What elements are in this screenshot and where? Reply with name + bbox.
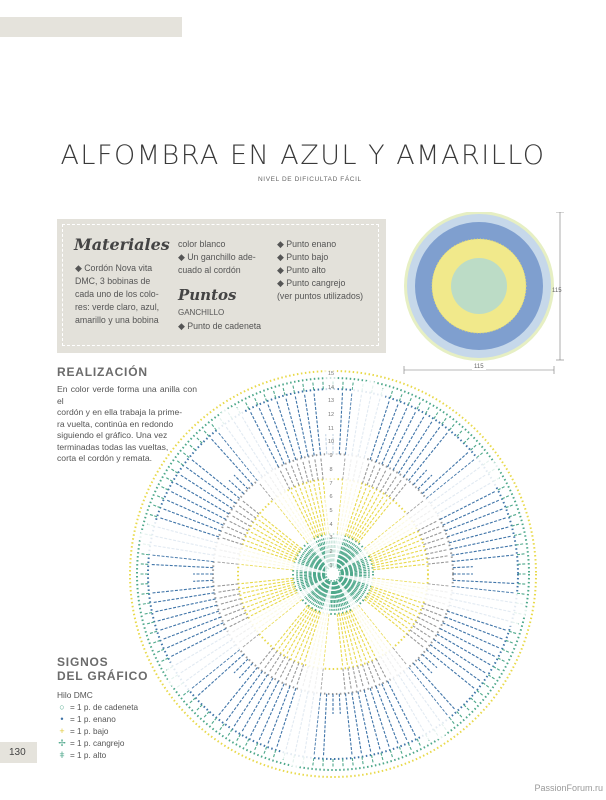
hilo-label: Hilo DMC: [57, 690, 93, 700]
stitch-mark: [264, 747, 267, 755]
stitch-mark: [372, 755, 374, 763]
row-number: 3: [325, 532, 337, 546]
stitch-mark: [157, 496, 164, 499]
row-number: 2: [325, 546, 337, 560]
stitch-mark: [171, 469, 178, 473]
stitch-mark: [204, 431, 209, 437]
difficulty-level: NIVEL DE DIFICULTAD FÁCIL: [258, 176, 362, 183]
stitch-mark: [388, 412, 416, 467]
stitch-mark: [398, 421, 432, 473]
stitch-mark: [385, 476, 397, 494]
stitch-mark: [410, 630, 428, 643]
realizacion-line: ra vuelta, continúa en redondo: [57, 418, 174, 429]
single-crochet-icon: +: [59, 726, 65, 736]
stitch-mark: [449, 424, 454, 430]
stitch-mark: [423, 538, 444, 545]
stitch-mark: [381, 473, 392, 492]
materials-line: cada uno de los colo-: [75, 289, 159, 299]
dimension-vertical: 115: [552, 288, 562, 294]
stitch-mark: [250, 681, 278, 736]
stitch-mark: [242, 500, 259, 514]
realizacion-line: corta el cordón y remata.: [57, 453, 153, 463]
stitch-mark: [337, 614, 342, 666]
stitch-mark: [219, 594, 241, 599]
stitch-mark: [264, 394, 267, 402]
stitch-mark: [434, 639, 486, 673]
stitch-mark: [407, 634, 424, 648]
stitch-mark: [464, 438, 470, 444]
stitch-mark: [315, 458, 318, 480]
row-number: 14: [325, 382, 337, 396]
stitch-mark: [197, 438, 203, 444]
stitch-mark: [226, 671, 263, 721]
stitch-mark: [309, 460, 314, 482]
materials-heading: Materiales: [74, 235, 170, 254]
stitch-mark: [259, 648, 273, 665]
stitch-mark: [426, 550, 448, 555]
stitch-mark: [234, 675, 268, 727]
stitch-mark: [190, 698, 196, 703]
stitch-mark: [381, 753, 383, 761]
stitch-mark: [269, 654, 281, 672]
page-title: ALFOMBRA EN AZUL Y AMARILLO: [60, 140, 546, 171]
stitch-mark: [393, 483, 407, 500]
stitch-mark: [509, 631, 517, 633]
stitch-mark: [506, 505, 514, 508]
stitch-mark: [149, 514, 157, 516]
stitch-mark: [153, 505, 161, 508]
stitch-mark: [264, 651, 277, 669]
chain-stitch-icon: ○: [59, 702, 65, 712]
stitch-mark: [147, 622, 155, 624]
stitch-mark: [245, 739, 249, 746]
stitch-mark: [228, 729, 232, 736]
materials-line: cuado al cordón: [178, 265, 241, 275]
stitch-mark: [321, 458, 323, 480]
stitch-mark: [348, 668, 351, 690]
materials-col1: [75, 262, 175, 327]
stitch-mark: [144, 613, 152, 615]
stitch-mark: [362, 757, 363, 765]
stitch-mark: [415, 622, 434, 633]
stitch-mark: [430, 645, 480, 682]
stitch-mark: [296, 574, 325, 576]
stitch-mark: [255, 743, 258, 750]
stitch-mark: [245, 402, 249, 409]
stitch-mark: [222, 603, 243, 610]
stitch-mark: [217, 589, 239, 592]
stitch-item: ◆ Punto bajo: [277, 252, 329, 262]
stitch-mark: [220, 599, 241, 605]
stitch-mark: [275, 656, 286, 675]
stitch-mark: [517, 554, 525, 555]
stitch-mark: [151, 565, 213, 568]
stitch-mark: [238, 505, 256, 518]
stitch-mark: [166, 478, 173, 482]
stitch-mark: [313, 382, 314, 390]
stitch-mark: [390, 390, 392, 398]
stitch-mark: [449, 527, 509, 543]
signos-heading-line: DEL GRÁFICO: [57, 669, 149, 683]
stitch-mark: [175, 483, 229, 514]
stitch-mark: [141, 593, 149, 594]
stitch-mark: [428, 562, 450, 564]
stitch-mark: [509, 514, 517, 516]
stitch-mark: [303, 383, 304, 391]
legend-item: [57, 702, 138, 713]
stitch-mark: [477, 690, 483, 695]
stitch-mark: [453, 580, 515, 583]
stitch-mark: [440, 629, 495, 657]
materials-line: color blanco: [178, 239, 226, 249]
materials-line: ◆ Cordón Nova vita: [75, 263, 153, 273]
rug-preview: [400, 212, 580, 382]
stitch-mark: [426, 407, 430, 414]
ring-green: [451, 258, 507, 314]
stitch-mark: [373, 564, 425, 569]
stitch-mark: [404, 427, 441, 477]
stitch-mark: [339, 694, 340, 714]
stitch-mark: [149, 631, 157, 633]
stitch-mark: [177, 461, 183, 466]
stitch-mark: [219, 667, 258, 715]
stitch-item: (ver puntos utilizados): [277, 291, 364, 301]
stitch-mark: [293, 385, 295, 393]
stitch-mark: [464, 705, 470, 711]
stitch-mark: [171, 491, 226, 519]
stitch-mark: [192, 460, 240, 499]
stitch-mark: [512, 524, 520, 526]
stitch-mark: [453, 567, 473, 568]
stitch-mark: [442, 418, 447, 424]
stitch-mark: [427, 556, 449, 559]
stitch-mark: [352, 758, 353, 766]
stitch-mark: [193, 580, 213, 581]
stitch-mark: [242, 578, 294, 583]
stitch-mark: [367, 596, 411, 624]
stitch-item: ◆ Punto enano: [277, 239, 337, 249]
stitch-mark: [362, 664, 369, 685]
realizacion-line: cordón y en ella trabaja la prime-: [57, 407, 183, 417]
signos-heading: [57, 655, 157, 683]
realizacion-line: En color verde forma una anilla con el: [57, 384, 197, 406]
stitch-mark: [471, 698, 477, 703]
stitch-mark: [161, 486, 168, 490]
dimension-horizontal: 115: [474, 364, 484, 370]
materials-col3: [277, 238, 382, 303]
row-number: 13: [325, 395, 337, 409]
stitch-mark: [212, 718, 217, 724]
stitch-mark: [142, 603, 150, 604]
materials-line: DMC, 3 bobinas de: [75, 276, 151, 286]
stitch-mark: [452, 555, 514, 562]
stitch-mark: [498, 658, 505, 662]
stitch-mark: [408, 398, 411, 405]
row-number: 4: [325, 519, 337, 533]
realizacion-line: terminadas todas las vueltas,: [57, 441, 169, 452]
stitch-mark: [408, 743, 411, 750]
stitch-mark: [273, 750, 275, 758]
stitch-mark: [393, 416, 424, 470]
row-number: 9: [325, 450, 337, 464]
row-number-column: [325, 368, 337, 573]
stitch-mark: [506, 640, 514, 643]
ganchillo-label: GANCHILLO: [178, 308, 225, 317]
stitch-mark: [242, 678, 273, 732]
stitch-mark: [333, 582, 335, 611]
legend-label: = 1 p. alto: [70, 751, 107, 760]
row-number: 6: [325, 491, 337, 505]
header-bar: [0, 17, 182, 37]
stitch-mark: [297, 463, 304, 484]
stitch-mark: [502, 649, 509, 652]
slip-stitch-icon: •: [60, 714, 64, 724]
watermark: PassionForum.ru: [534, 783, 603, 793]
materials-col2: [178, 238, 278, 277]
stitch-mark: [346, 693, 353, 755]
row-number: 1: [325, 560, 337, 574]
double-crochet-icon: ǂ: [59, 750, 65, 760]
materials-line: ◆ Un ganchillo ade-: [178, 252, 256, 262]
stitch-mark: [197, 705, 203, 711]
stitch-item: ◆ Punto cangrejo: [277, 278, 346, 288]
legend-label: = 1 p. enano: [70, 715, 116, 724]
stitch-mark: [514, 534, 522, 536]
stitch-mark: [286, 398, 302, 458]
row-number: 8: [325, 464, 337, 478]
stitch-mark: [358, 666, 364, 687]
page-number: 130: [9, 747, 26, 758]
stitch-mark: [161, 658, 168, 662]
stitch-mark: [343, 669, 345, 691]
stitch-mark: [283, 388, 285, 396]
stitch-mark: [183, 453, 189, 458]
stitch-mark: [204, 712, 209, 718]
row-number: 7: [325, 478, 337, 492]
stitch-mark: [180, 475, 232, 509]
stitch-mark: [339, 392, 342, 454]
stitch-mark: [256, 524, 300, 552]
stitch-mark: [437, 634, 491, 665]
legend-item: [57, 726, 108, 737]
stitch-mark: [255, 398, 258, 405]
materials-line: amarillo y una bobina: [75, 315, 159, 325]
stitch-mark: [390, 750, 392, 758]
stitch-mark: [502, 496, 509, 499]
stitch-mark: [283, 608, 311, 652]
stitch-mark: [237, 734, 241, 741]
stitch-mark: [471, 445, 477, 450]
stitch-mark: [417, 739, 421, 746]
signos-heading-line: SIGNOS: [57, 655, 109, 669]
row-number: 12: [325, 409, 337, 423]
legend-item: [57, 738, 124, 749]
stitch-mark: [389, 479, 402, 497]
realizacion-line: siguiendo el gráfico. Una vez: [57, 430, 168, 440]
materials-line: ◆ Punto de cadeneta: [178, 321, 262, 331]
puntos-heading: Puntos: [178, 286, 237, 304]
stitch-mark: [434, 412, 438, 419]
stitch-mark: [409, 433, 448, 481]
legend-label: = 1 p. cangrejo: [70, 739, 125, 748]
stitch-mark: [483, 683, 489, 688]
stitch-mark: [314, 393, 321, 455]
stitch-mark: [488, 675, 495, 679]
materials-line: res: verde claro, azul,: [75, 302, 160, 312]
stitch-mark: [186, 467, 236, 504]
row-number: 5: [325, 505, 337, 519]
stitch-mark: [273, 390, 275, 398]
stitch-mark: [153, 640, 161, 643]
stitch-mark: [516, 544, 524, 545]
stitch-mark: [235, 510, 253, 522]
stitch-mark: [232, 516, 251, 527]
stitch-mark: [303, 461, 309, 482]
stitch-mark: [493, 667, 500, 671]
stitch-mark: [457, 712, 462, 718]
stitch-mark: [341, 572, 370, 574]
stitch-mark: [399, 394, 402, 402]
stitch-mark: [364, 690, 380, 750]
stitch-mark: [157, 649, 164, 652]
legend-label: = 1 p. de cadeneta: [70, 703, 139, 712]
row-number: 11: [325, 423, 337, 437]
stitch-mark: [324, 694, 327, 756]
stitch-mark: [157, 605, 217, 621]
stitch-mark: [355, 497, 383, 541]
stitch-mark: [425, 544, 446, 550]
legend-item: [57, 750, 106, 761]
stitch-mark: [417, 402, 421, 409]
legend-label: = 1 p. bajo: [70, 727, 109, 736]
row-number: 15: [325, 368, 337, 382]
stitch-mark: [413, 626, 431, 638]
stitch-mark: [190, 445, 196, 450]
stitch-mark: [152, 587, 214, 594]
row-number: 10: [325, 436, 337, 450]
stitch-mark: [399, 747, 402, 755]
stitch-item: ◆ Punto alto: [277, 265, 326, 275]
realizacion-heading: REALIZACIÓN: [57, 365, 148, 379]
stitch-mark: [217, 584, 239, 586]
stitch-mark: [220, 724, 225, 730]
stitch-mark: [457, 431, 462, 437]
stitch-mark: [498, 486, 505, 490]
stitch-mark: [353, 667, 358, 689]
stitch-mark: [426, 650, 474, 689]
legend-item: [57, 714, 116, 725]
crab-stitch-icon: ✢: [58, 738, 66, 748]
